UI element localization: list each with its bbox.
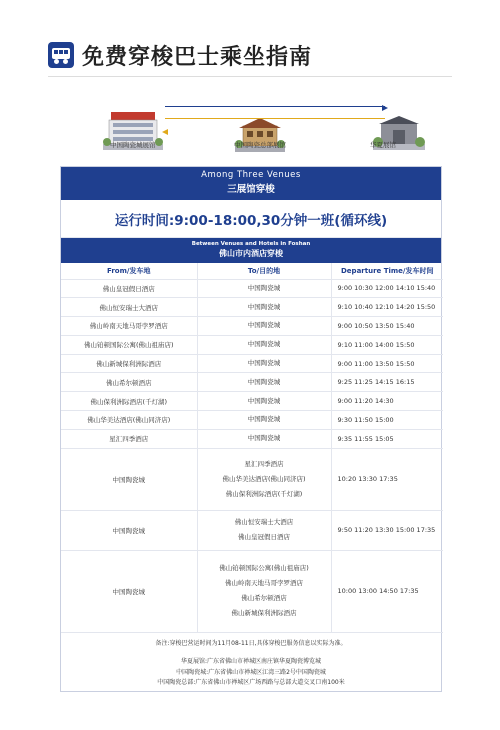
hotel-shuttle-title-en: Between Venues and Hotels in Foshan xyxy=(191,241,311,247)
table-row xyxy=(61,429,443,448)
table-row xyxy=(61,298,443,317)
table-row xyxy=(61,279,443,298)
address-ceramic-city: 中国陶瓷城:广东省佛山市禅城区江湾三路2号中国陶瓷城 xyxy=(176,668,326,676)
cell-from: 佛山新城保利洲际酒店 xyxy=(61,354,197,373)
cell-from: 中国陶瓷城 xyxy=(61,448,197,510)
table-row xyxy=(61,317,443,336)
bus-icon xyxy=(48,42,74,68)
three-venues-banner xyxy=(61,167,441,200)
destination-item: 佛山新城保利洲际酒店 xyxy=(231,609,297,618)
destination-item: 佛山恒安瑞士大酒店 xyxy=(234,518,294,527)
cell-to xyxy=(197,298,331,317)
notes xyxy=(61,633,441,689)
three-venues-title-en: Among Three Venues xyxy=(201,170,301,180)
cell-departure-time: 9:00 10:30 12:00 14:10 15:40 xyxy=(331,279,443,298)
cell-to xyxy=(197,411,331,430)
cell-from: 佛山恒安瑞士大酒店 xyxy=(61,298,197,317)
destination-item: 佛山华美达酒店(佛山同济店) xyxy=(222,474,306,483)
destination-item: 中国陶瓷城 xyxy=(247,359,281,368)
destination-item: 中国陶瓷城 xyxy=(247,283,281,292)
schedule-card xyxy=(60,166,442,692)
destination-item: 中国陶瓷城 xyxy=(247,396,281,405)
cell-departure-time: 10:20 13:30 17:35 xyxy=(331,448,443,510)
cell-to xyxy=(197,448,331,510)
cell-to xyxy=(197,279,331,298)
table-row xyxy=(61,510,443,550)
cell-departure-time: 9:10 10:40 12:10 14:20 15:50 xyxy=(331,298,443,317)
cell-from: 佛山华美达酒店(佛山同济店) xyxy=(61,411,197,430)
destination-item: 佛山皇冠假日酒店 xyxy=(238,533,290,542)
route-line xyxy=(165,104,385,126)
cell-to xyxy=(197,429,331,448)
cell-departure-time: 9:25 11:25 14:15 16:15 xyxy=(331,373,443,392)
table-row xyxy=(61,411,443,430)
cell-to xyxy=(197,550,331,632)
cell-from: 中国陶瓷城 xyxy=(61,510,197,550)
column-header-time: Departure Time/发车时间 xyxy=(331,263,443,279)
table-row xyxy=(61,335,443,354)
table-row xyxy=(61,354,443,373)
destination-item: 中国陶瓷城 xyxy=(247,302,281,311)
table-row xyxy=(61,392,443,411)
cell-from: 中国陶瓷城 xyxy=(61,550,197,632)
destination-item: 中国陶瓷城 xyxy=(247,321,281,330)
cell-from: 佛山皇冠假日酒店 xyxy=(61,279,197,298)
cell-departure-time: 9:00 10:50 13:50 15:40 xyxy=(331,317,443,336)
cell-departure-time: 9:00 11:20 14:30 xyxy=(331,392,443,411)
venue-label-ceramic-city: 中国陶瓷城展馆 xyxy=(110,141,156,149)
cell-to xyxy=(197,392,331,411)
cell-to xyxy=(197,510,331,550)
cell-from: 佛山保利洲际酒店(千灯湖) xyxy=(61,392,197,411)
cell-departure-time: 10:00 13:00 14:50 17:35 xyxy=(331,550,443,632)
cell-to xyxy=(197,354,331,373)
destination-item: 佛山岭南天地马哥孛罗酒店 xyxy=(225,579,303,588)
address-headquarters: 中国陶瓷总部:广东省佛山市禅城区广场西路与总部大道交叉口南100米 xyxy=(157,679,345,687)
table-row xyxy=(61,448,443,510)
destination-item: 佛山保利洲际酒店(千灯湖) xyxy=(225,489,303,498)
header-divider xyxy=(48,76,452,77)
schedule-table xyxy=(61,263,443,633)
cell-departure-time: 9:10 11:00 14:00 15:50 xyxy=(331,335,443,354)
cell-from: 佛山铂顿国际公寓(佛山祖庙店) xyxy=(61,335,197,354)
header xyxy=(48,40,312,70)
venue-label-huaxia: 华夏展馆 xyxy=(370,141,396,149)
destination-item: 佛山铂顿国际公寓(佛山祖庙店) xyxy=(219,564,309,573)
destination-item: 中国陶瓷城 xyxy=(247,340,281,349)
destination-item: 中国陶瓷城 xyxy=(247,415,281,424)
table-row xyxy=(61,373,443,392)
venue-label-headquarters: 中国陶瓷总部展馆 xyxy=(234,141,286,149)
hotel-shuttle-title-zh: 佛山市内酒店穿梭 xyxy=(219,249,283,258)
destination-item: 佛山希尔顿酒店 xyxy=(241,594,287,603)
cell-departure-time: 9:30 11:50 15:00 xyxy=(331,411,443,430)
table-header-row xyxy=(61,263,443,279)
cell-to xyxy=(197,335,331,354)
hotel-shuttle-banner xyxy=(61,238,441,263)
address-huaxia: 华夏展馆:广东省佛山市禅城区南庄镇华夏陶瓷博览城 xyxy=(180,658,322,666)
cell-from: 星汇四季酒店 xyxy=(61,429,197,448)
destination-item: 中国陶瓷城 xyxy=(247,434,281,443)
table-row xyxy=(61,550,443,632)
page-title: 免费穿梭巴士乘坐指南 xyxy=(82,44,313,70)
remark-text: 备注:穿梭巴营运时间为11月08-11日,具体穿梭巴服务信息以实际为准。 xyxy=(155,639,347,647)
column-header-from: From/发车地 xyxy=(61,263,197,279)
cell-departure-time: 9:50 11:20 13:30 15:00 17:35 xyxy=(331,510,443,550)
three-venues-title-zh: 三展馆穿梭 xyxy=(227,184,275,195)
cell-to xyxy=(197,373,331,392)
cell-departure-time: 9:35 11:55 15:05 xyxy=(331,429,443,448)
column-header-to: To/目的地 xyxy=(197,263,331,279)
cell-to xyxy=(197,317,331,336)
destination-item: 中国陶瓷城 xyxy=(247,377,281,386)
destination-item: 星汇四季酒店 xyxy=(244,459,284,468)
operating-time: 运行时间:9:00-18:00,30分钟一班(循环线) xyxy=(61,200,441,238)
cell-from: 佛山希尔顿酒店 xyxy=(61,373,197,392)
cell-departure-time: 9:00 11:00 13:50 15:50 xyxy=(331,354,443,373)
cell-from: 佛山岭南天地马哥孛罗酒店 xyxy=(61,317,197,336)
